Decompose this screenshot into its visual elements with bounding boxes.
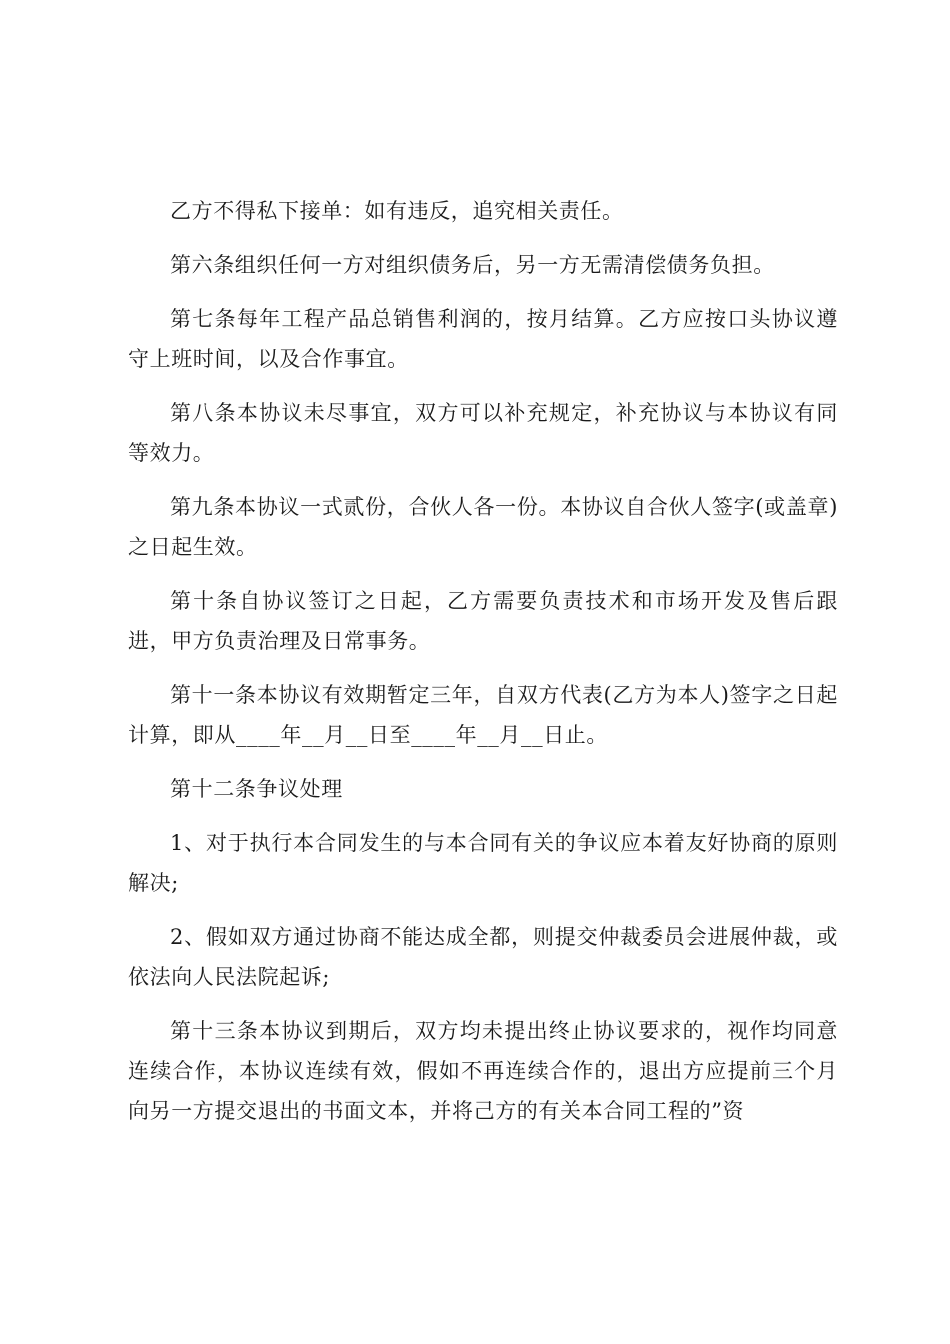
paragraph-dispute-item-2: 2、假如双方通过协商不能达成全都，则提交仲裁委员会进展仲裁，或依法向人民法院起诉; bbox=[128, 925, 838, 989]
paragraph-dispute-item-1: 1、对于执行本合同发生的与本合同有关的争议应本着友好协商的原则解决; bbox=[128, 831, 838, 895]
paragraph-article-9: 第九条本协议一式贰份，合伙人各一份。本协议自合伙人签字(或盖章)之日起生效。 bbox=[128, 495, 838, 559]
paragraph-article-6: 第六条组织任何一方对组织债务后，另一方无需清偿债务负担。 bbox=[170, 253, 775, 277]
paragraph-article-12-heading: 第十二条争议处理 bbox=[170, 777, 343, 801]
paragraph-article-13: 第十三条本协议到期后，双方均未提出终止协议要求的，视作均同意连续合作，本协议连续有效，假如不再连续合作的，退出方应提前三个月向另一方提交退出的书面文本，并将己方的有关本合同工程的”资 bbox=[128, 1019, 838, 1123]
paragraph-private-orders: 乙方不得私下接单：如有违反，追究相关责任。 bbox=[170, 199, 624, 223]
document-body bbox=[128, 191, 838, 1131]
paragraph-article-10: 第十条自协议签订之日起，乙方需要负责技术和市场开发及售后跟进，甲方负责治理及日常事务。 bbox=[128, 589, 838, 653]
paragraph-article-7: 第七条每年工程产品总销售利润的，按月结算。乙方应按口头协议遵守上班时间，以及合作事宜。 bbox=[128, 307, 838, 371]
paragraph-article-11: 第十一条本协议有效期暂定三年，自双方代表(乙方为本人)签字之日起计算，即从____年__月__日至____年__月__日止。 bbox=[128, 683, 838, 747]
paragraph-article-8: 第八条本协议未尽事宜，双方可以补充规定，补充协议与本协议有同等效力。 bbox=[128, 401, 838, 465]
